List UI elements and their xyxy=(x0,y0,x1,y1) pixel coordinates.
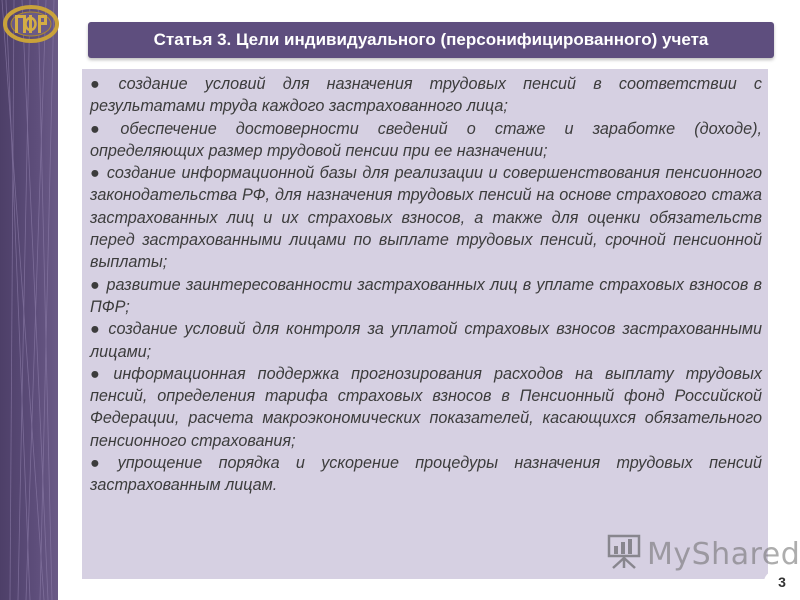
bullet-icon: ● xyxy=(90,454,112,473)
bullet-icon: ● xyxy=(90,164,101,183)
content-box xyxy=(82,69,768,579)
decorative-left-band xyxy=(0,0,58,600)
list-item-text: создание условий для контроля за уплатой страховых взносов застрахованными лицами; xyxy=(90,320,762,361)
list-item xyxy=(90,118,762,163)
bullet-icon: ● xyxy=(90,75,113,93)
list-item xyxy=(90,162,762,273)
list-item-text: упрощение порядка и ускорение процедуры назначения трудовых пенсий застрахованным лицам. xyxy=(90,454,762,495)
pfr-logo-icon xyxy=(3,4,59,44)
bullet-icon: ● xyxy=(90,320,103,339)
list-item-text: обеспечение достоверности сведений о стаже и заработке (доходе), определяющих размер трудовой пенсии при ее назначении; xyxy=(90,119,762,160)
list-item xyxy=(90,363,762,452)
list-item-text: информационная поддержка прогнозирования расходов на выплату трудовых пенсий, определения тарифа страховых взносов в Пенсионный фонд Российской Федерации, расчета макроэкономических показателей, касающихся обязательного пенсионного страхования; xyxy=(90,364,762,450)
title-bar xyxy=(88,22,774,58)
band-lines-decoration xyxy=(0,0,58,600)
bullet-icon: ● xyxy=(90,119,115,138)
bullet-icon: ● xyxy=(90,275,101,294)
list-item xyxy=(90,274,762,319)
list-item-text: создание информационной базы для реализации и совершенствования пенсионного законодательства РФ, для назначения трудовых пенсий на основе страхового стажа застрахованных лиц и их страховых взносов, а также для оценки обязательств перед застрахованными лицами по выплате трудовых пенсий, срочной пенсионной выплаты; xyxy=(90,164,762,272)
list-item xyxy=(90,73,762,118)
presentation-board-icon xyxy=(607,534,641,575)
bullet-icon: ● xyxy=(90,364,108,383)
goals-list xyxy=(90,73,762,497)
slide-title: Статья 3. Цели индивидуального (персонифицированного) учета xyxy=(153,30,709,49)
list-item xyxy=(90,452,762,497)
watermark-text: MyShared xyxy=(647,536,800,572)
page-number: 3 xyxy=(764,571,800,593)
list-item-text: создание условий для назначения трудовых пенсий в соответствии с результатами труда каждого застрахованного лица; xyxy=(90,75,762,116)
list-item xyxy=(90,318,762,363)
watermark[interactable] xyxy=(607,534,800,574)
list-item-text: развитие заинтересованности застрахованных лиц в уплате страховых взносов в ПФР; xyxy=(90,275,762,316)
